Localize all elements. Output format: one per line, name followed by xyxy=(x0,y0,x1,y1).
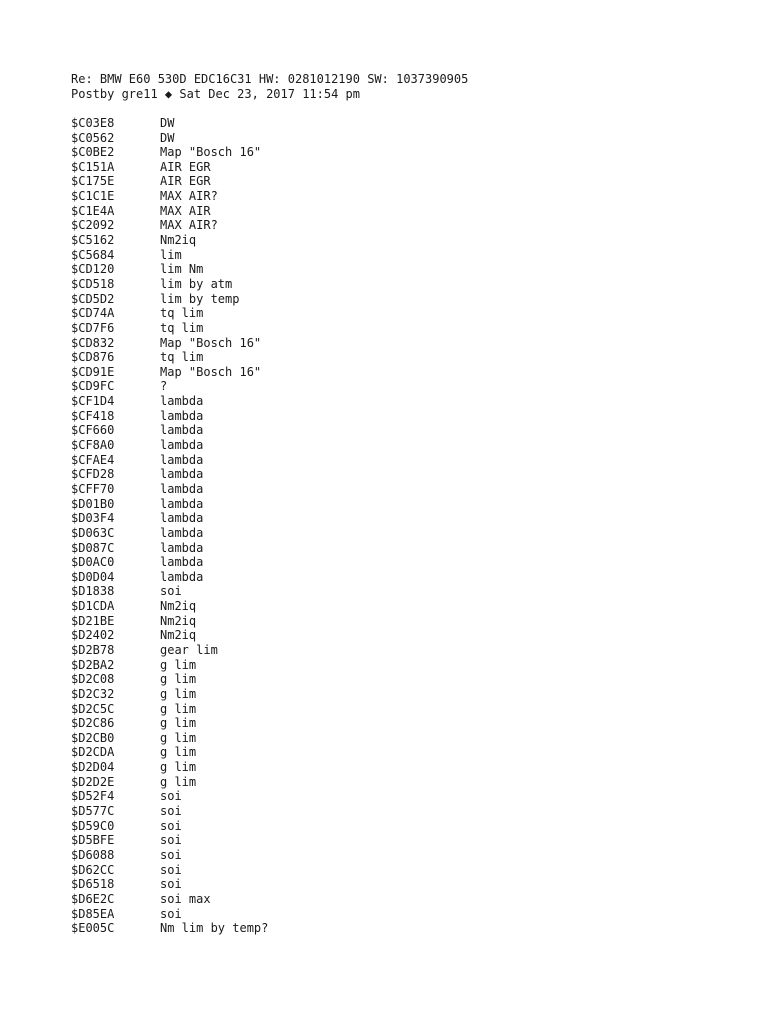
list-item xyxy=(71,350,731,365)
list-item xyxy=(71,877,731,892)
entry-address: $C1C1E xyxy=(71,189,115,204)
entry-address: $CD74A xyxy=(71,306,115,321)
list-item xyxy=(71,863,731,878)
entry-description: soi xyxy=(160,877,182,892)
list-item xyxy=(71,131,731,146)
list-item xyxy=(71,921,731,936)
entry-address: $D52F4 xyxy=(71,789,115,804)
entry-description: soi xyxy=(160,833,182,848)
post-byline: Postby gre11 ◆ Sat Dec 23, 2017 11:54 pm xyxy=(71,86,360,101)
entry-description: lambda xyxy=(160,481,204,496)
entry-description: MAX AIR xyxy=(160,203,211,218)
entry-description: g lim xyxy=(160,745,197,760)
entry-address: $D5BFE xyxy=(71,833,115,848)
entry-address: $CD518 xyxy=(71,276,115,291)
list-item xyxy=(71,248,731,263)
entry-address: $C0BE2 xyxy=(71,145,115,160)
entry-description: lambda xyxy=(160,423,204,438)
list-item xyxy=(71,145,731,160)
entry-description: lambda xyxy=(160,452,204,467)
list-item xyxy=(71,628,731,643)
entry-description: tq lim xyxy=(160,306,204,321)
entry-address: $C03E8 xyxy=(71,115,115,130)
entry-description: lambda xyxy=(160,394,204,409)
list-item xyxy=(71,394,731,409)
document-page xyxy=(71,72,731,936)
entry-description: Map "Bosch 16" xyxy=(160,145,262,160)
list-item xyxy=(71,218,731,233)
entry-description: Nm2iq xyxy=(160,613,197,628)
list-item xyxy=(71,526,731,541)
entry-description: soi xyxy=(160,818,182,833)
list-item xyxy=(71,584,731,599)
entry-description: lim Nm xyxy=(160,262,204,277)
entry-description: lambda xyxy=(160,569,204,584)
list-item xyxy=(71,789,731,804)
entry-description: tq lim xyxy=(160,350,204,365)
entry-address: $D0D04 xyxy=(71,569,115,584)
list-item xyxy=(71,262,731,277)
entry-description: soi xyxy=(160,584,182,599)
list-item xyxy=(71,555,731,570)
list-item xyxy=(71,833,731,848)
entry-description: soi xyxy=(160,906,182,921)
entry-address: $C5162 xyxy=(71,233,115,248)
entry-description: g lim xyxy=(160,657,197,672)
entry-address: $D21BE xyxy=(71,613,115,628)
list-item xyxy=(71,365,731,380)
entry-description: soi xyxy=(160,789,182,804)
entry-description: lambda xyxy=(160,555,204,570)
list-item xyxy=(71,409,731,424)
list-item xyxy=(71,599,731,614)
list-item xyxy=(71,731,731,746)
entry-description: lambda xyxy=(160,540,204,555)
entry-address: $D2C08 xyxy=(71,672,115,687)
entry-description: soi xyxy=(160,804,182,819)
list-item xyxy=(71,614,731,629)
entry-description: Map "Bosch 16" xyxy=(160,364,262,379)
entry-address: $CD832 xyxy=(71,335,115,350)
entry-address: $D01B0 xyxy=(71,496,115,511)
list-item xyxy=(71,160,731,175)
entry-address: $CF1D4 xyxy=(71,394,115,409)
list-item xyxy=(71,907,731,922)
entry-description: Nm lim by temp? xyxy=(160,921,269,936)
entry-description: lim by atm xyxy=(160,276,233,291)
entry-description: lim xyxy=(160,247,182,262)
entry-address: $CD7F6 xyxy=(71,320,115,335)
entry-description: lambda xyxy=(160,525,204,540)
entry-description: soi max xyxy=(160,891,211,906)
entry-address: $CF660 xyxy=(71,423,115,438)
entry-description: lambda xyxy=(160,408,204,423)
list-item xyxy=(71,760,731,775)
entry-address: $CD5D2 xyxy=(71,291,115,306)
entry-address: $D2B78 xyxy=(71,642,115,657)
list-item xyxy=(71,233,731,248)
list-item xyxy=(71,438,731,453)
entry-description: g lim xyxy=(160,701,197,716)
entry-description: lambda xyxy=(160,438,204,453)
entry-address: $C0562 xyxy=(71,130,115,145)
entry-address: $D2C32 xyxy=(71,686,115,701)
entry-address: $D85EA xyxy=(71,906,115,921)
entry-address: $D2D2E xyxy=(71,774,115,789)
list-item xyxy=(71,306,731,321)
entry-description: Map "Bosch 16" xyxy=(160,335,262,350)
list-item xyxy=(71,672,731,687)
list-item xyxy=(71,174,731,189)
entry-address: $CFAE4 xyxy=(71,452,115,467)
list-item xyxy=(71,497,731,512)
entry-address: $C1E4A xyxy=(71,203,115,218)
entry-description: soi xyxy=(160,847,182,862)
entry-description: g lim xyxy=(160,716,197,731)
entry-description: soi xyxy=(160,862,182,877)
entry-description: Nm2iq xyxy=(160,233,197,248)
entry-address: $D2D04 xyxy=(71,760,115,775)
entry-address: $C2092 xyxy=(71,218,115,233)
entry-description: g lim xyxy=(160,774,197,789)
entry-description: g lim xyxy=(160,686,197,701)
entry-address: $C5684 xyxy=(71,247,115,262)
list-item xyxy=(71,482,731,497)
entry-address: $D6088 xyxy=(71,847,115,862)
entry-address: $D2C86 xyxy=(71,716,115,731)
entry-address: $C175E xyxy=(71,174,115,189)
list-item xyxy=(71,511,731,526)
entry-address: $CFD28 xyxy=(71,467,115,482)
list-item xyxy=(71,745,731,760)
entry-address: $D087C xyxy=(71,540,115,555)
entry-description: lambda xyxy=(160,496,204,511)
entry-description: MAX AIR? xyxy=(160,218,218,233)
entry-address: $D03F4 xyxy=(71,511,115,526)
list-item xyxy=(71,658,731,673)
entry-description: AIR EGR xyxy=(160,159,211,174)
list-item xyxy=(71,541,731,556)
list-item xyxy=(71,453,731,468)
entry-description: g lim xyxy=(160,760,197,775)
entry-description: lim by temp xyxy=(160,291,240,306)
entry-address: $D2BA2 xyxy=(71,657,115,672)
list-item xyxy=(71,804,731,819)
entry-description: AIR EGR xyxy=(160,174,211,189)
entry-address: $C151A xyxy=(71,159,115,174)
list-item xyxy=(71,819,731,834)
entry-address: $D1838 xyxy=(71,584,115,599)
list-item xyxy=(71,716,731,731)
list-item xyxy=(71,892,731,907)
entry-address: $CF8A0 xyxy=(71,438,115,453)
list-item xyxy=(71,848,731,863)
entry-address: $CD91E xyxy=(71,364,115,379)
list-item xyxy=(71,775,731,790)
entry-description: ? xyxy=(160,379,168,394)
entry-description: DW xyxy=(160,130,175,145)
list-item xyxy=(71,277,731,292)
list-item xyxy=(71,687,731,702)
entry-address: $D1CDA xyxy=(71,599,115,614)
entry-address: $CF418 xyxy=(71,408,115,423)
entry-address: $D62CC xyxy=(71,862,115,877)
entry-description: gear lim xyxy=(160,642,218,657)
entry-address: $CD9FC xyxy=(71,379,115,394)
list-item xyxy=(71,116,731,131)
entry-address: $D0AC0 xyxy=(71,555,115,570)
list-item xyxy=(71,204,731,219)
entry-description: Nm2iq xyxy=(160,628,197,643)
list-item xyxy=(71,702,731,717)
list-item xyxy=(71,643,731,658)
list-item xyxy=(71,321,731,336)
entry-address: $D6E2C xyxy=(71,891,115,906)
entry-description: g lim xyxy=(160,672,197,687)
entry-description: g lim xyxy=(160,730,197,745)
entry-description: MAX AIR? xyxy=(160,189,218,204)
entry-address: $CFF70 xyxy=(71,481,115,496)
spacer xyxy=(71,101,731,116)
entry-description: lambda xyxy=(160,511,204,526)
entry-description: tq lim xyxy=(160,320,204,335)
entry-address: $CD876 xyxy=(71,350,115,365)
entry-address: $D2CB0 xyxy=(71,730,115,745)
post-title: Re: BMW E60 530D EDC16C31 HW: 0281012190 SW: 1037390905 xyxy=(71,72,469,86)
list-item xyxy=(71,423,731,438)
list-item xyxy=(71,570,731,585)
address-list xyxy=(71,116,731,936)
entry-address: $D577C xyxy=(71,804,115,819)
list-item xyxy=(71,336,731,351)
list-item xyxy=(71,292,731,307)
entry-description: DW xyxy=(160,115,175,130)
list-item xyxy=(71,189,731,204)
entry-address: $D6518 xyxy=(71,877,115,892)
list-item xyxy=(71,379,731,394)
list-item xyxy=(71,467,731,482)
entry-address: $D2C5C xyxy=(71,701,115,716)
entry-address: $E005C xyxy=(71,921,115,936)
entry-address: $D063C xyxy=(71,525,115,540)
entry-address: $D2402 xyxy=(71,628,115,643)
entry-address: $CD120 xyxy=(71,262,115,277)
entry-address: $D2CDA xyxy=(71,745,115,760)
entry-address: $D59C0 xyxy=(71,818,115,833)
entry-description: lambda xyxy=(160,467,204,482)
entry-description: Nm2iq xyxy=(160,599,197,614)
